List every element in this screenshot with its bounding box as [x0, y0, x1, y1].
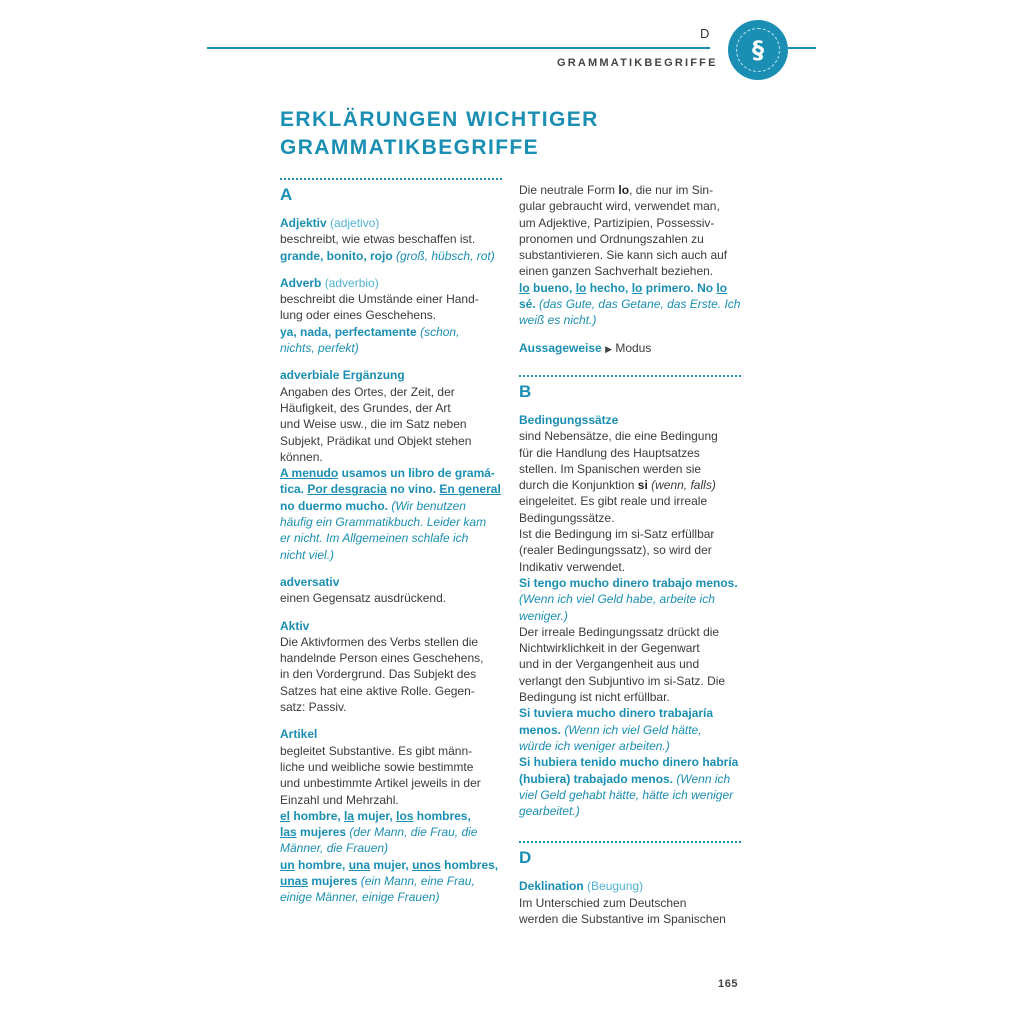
entry-adjektiv: Adjektiv (adjetivo) beschreibt, wie etwas beschaffen ist. grande, bonito, rojo (groß, hübsch, rot) [280, 216, 495, 263]
header-rule-right [788, 47, 816, 49]
divider [519, 375, 741, 377]
page-number: 165 [718, 978, 739, 990]
entry-aussageweise: Aussageweise ▶ Modus [519, 340, 652, 355]
section-letter: D [700, 26, 710, 41]
entry-deklination: Deklination (Beugung) Im Unterschied zum Deutschen werden die Substantive im Spanischen [519, 879, 726, 926]
entry-neutrale-form: Die neutrale Form lo, die nur im Sin- gular gebraucht wird, verwendet man, um Adjektive, Partizipien, Possessiv- pronomen und Ordnungszahlen zu substantivieren. Sie kann sich auch auf einen ganzen Sachverhalt beziehen. lo bueno, lo hecho, lo primero. No lo sé. (das Gute, das Getane, das Erste. Ich weiß es nicht.) [519, 183, 741, 328]
divider [519, 841, 741, 843]
entry-adverb: Adverb (adverbio) beschreibt die Umstände einer Hand- lung oder eines Geschehens. ya, nada, perfectamente (schon, nichts, perfekt) [280, 275, 479, 356]
entry-artikel: Artikel begleitet Substantive. Es gibt männ- liche und weibliche sowie bestimmte und unbestimmte Artikel jeweils in der Einzahl und Mehrzahl. el hombre, la mujer, los hombres, las mujeres (der Mann, die Frau, die Männer, die Frauen) un hombre, una mujer, unos hombres, unas mujeres (ein Mann, eine Frau, einige Männer, einige Frauen) [280, 727, 499, 905]
page-title: ERKLÄRUNGEN WICHTIGER GRAMMATIKBEGRIFFE [280, 108, 599, 159]
letter-heading-d: D [519, 848, 532, 868]
section-sign-icon: § [736, 28, 780, 72]
section-title: GRAMMATIKBEGRIFFE [557, 57, 718, 69]
arrow-right-icon: ▶ [605, 343, 612, 354]
letter-heading-a: A [280, 185, 293, 204]
right-column [519, 182, 741, 938]
left-column [280, 178, 502, 917]
header-rule-left [207, 47, 710, 49]
entry-adversativ: adversativ einen Gegensatz ausdrückend. [280, 574, 447, 606]
entry-adverbiale-ergaenzung: adverbiale Ergänzung Angaben des Ortes, der Zeit, der Häufigkeit, des Grundes, der Art und Weise usw., die im Satz neben Subjekt, Prädikat und Objekt stehen können. A menudo usamos un libro de gramá- tica. Por desgracia no vino. En general no duermo mucho. (Wir benutzen häufig ein Grammatikbuch. Leider kam er nicht. Im Allgemeinen schlafe ich nicht viel.) [280, 368, 501, 562]
letter-heading-b: B [519, 381, 532, 401]
entry-aktiv: Aktiv Die Aktivformen des Verbs stellen die handelnde Person eines Geschehens, in den Vordergrund. Das Subjekt des Satzes hat eine aktive Rolle. Gegen- satz: Passiv. [280, 618, 484, 715]
divider [280, 178, 502, 180]
entry-bedingungssaetze: Bedingungssätze sind Nebensätze, die eine Bedingung für die Handlung des Hauptsatzes stellen. Im Spanischen werden sie durch die Konjunktion si (wenn, falls) eingeleitet. Es gibt reale und irreale Bedingungssätze. Ist die Bedingung im si-Satz erfüllbar (realer Bedingungssatz), so wird der Indikativ verwendet. Si tengo mucho dinero trabajo menos. (Wenn ich viel Geld habe, arbeite ich weniger.) Der irreale Bedingungssatz drückt die Nichtwirklichkeit in der Gegenwart und in der Vergangenheit aus und verlangt den Subjuntivo im si-Satz. Die Bedingung ist nicht erfüllbar. Si tuviera mucho dinero trabajaría menos. (Wenn ich viel Geld hätte, würde ich weniger arbeiten.) Si hubiera tenido mucho dinero habría (hubiera) trabajado menos. (Wenn ich viel Geld gehabt hätte, hätte ich weniger gearbeitet.) [519, 412, 739, 819]
paragraph-badge [728, 20, 788, 80]
